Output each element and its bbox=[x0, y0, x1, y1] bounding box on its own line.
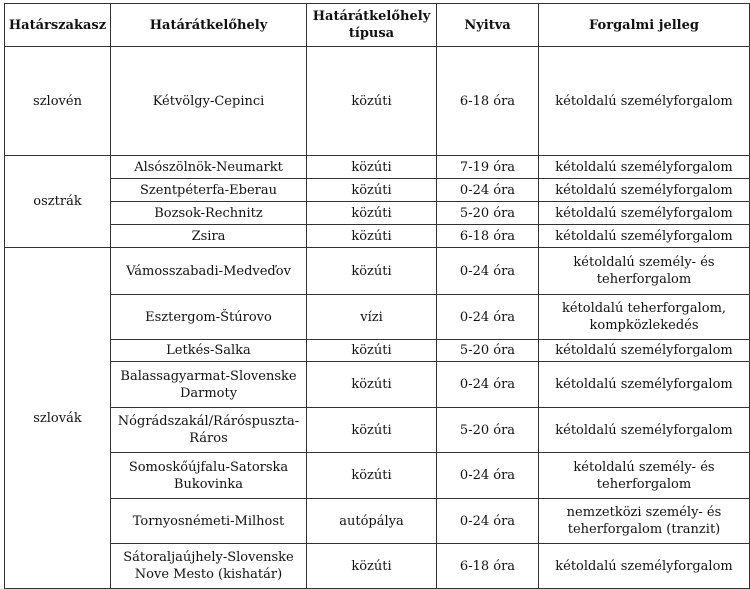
crossing-cell: Vámosszabadi-Medveďov bbox=[111, 248, 307, 295]
table-row bbox=[5, 295, 750, 340]
table-row bbox=[5, 156, 750, 179]
type-cell: közúti bbox=[307, 47, 437, 156]
table-row bbox=[5, 179, 750, 202]
traffic-cell: kétoldalú személy- és teherforgalom bbox=[539, 248, 750, 295]
type-cell: autópálya bbox=[307, 499, 437, 544]
traffic-cell: kétoldalú személyforgalom bbox=[539, 340, 750, 362]
type-cell: közúti bbox=[307, 544, 437, 589]
type-cell: közúti bbox=[307, 225, 437, 248]
open-cell: 6-18 óra bbox=[437, 225, 539, 248]
group-cell-austrian: osztrák bbox=[5, 156, 111, 248]
table-row bbox=[5, 47, 750, 156]
table-row bbox=[5, 340, 750, 362]
crossing-cell: Zsira bbox=[111, 225, 307, 248]
crossing-cell: Nógrádszakál/Ráróspuszta-Ráros bbox=[111, 408, 307, 453]
traffic-cell: kétoldalú személyforgalom bbox=[539, 408, 750, 453]
header-border-section: Határszakasz bbox=[5, 4, 111, 47]
table-row bbox=[5, 499, 750, 544]
traffic-cell: kétoldalú személyforgalom bbox=[539, 202, 750, 225]
border-crossings-table bbox=[4, 3, 750, 589]
traffic-cell: kétoldalú személyforgalom bbox=[539, 179, 750, 202]
header-crossing: Határátkelőhely bbox=[111, 4, 307, 47]
traffic-cell: kétoldalú személyforgalom bbox=[539, 156, 750, 179]
table-row bbox=[5, 544, 750, 589]
traffic-cell: kétoldalú személyforgalom bbox=[539, 544, 750, 589]
crossing-cell: Bozsok-Rechnitz bbox=[111, 202, 307, 225]
type-cell: közúti bbox=[307, 362, 437, 408]
open-cell: 5-20 óra bbox=[437, 202, 539, 225]
open-cell: 5-20 óra bbox=[437, 408, 539, 453]
type-cell: vízi bbox=[307, 295, 437, 340]
crossing-cell: Tornyosnémeti-Milhost bbox=[111, 499, 307, 544]
open-cell: 0-24 óra bbox=[437, 362, 539, 408]
open-cell: 0-24 óra bbox=[437, 179, 539, 202]
traffic-cell: kétoldalú személy- és teherforgalom bbox=[539, 453, 750, 499]
traffic-cell: kétoldalú teherforgalom, kompközlekedés bbox=[539, 295, 750, 340]
header-traffic-type: Forgalmi jelleg bbox=[539, 4, 750, 47]
table-row bbox=[5, 453, 750, 499]
type-cell: közúti bbox=[307, 408, 437, 453]
type-cell: közúti bbox=[307, 202, 437, 225]
group-cell-slovenian: szlovén bbox=[5, 47, 111, 156]
table-row bbox=[5, 362, 750, 408]
crossing-cell: Szentpéterfa-Eberau bbox=[111, 179, 307, 202]
traffic-cell: kétoldalú személyforgalom bbox=[539, 362, 750, 408]
crossing-cell: Somoskőújfalu-Satorska Bukovinka bbox=[111, 453, 307, 499]
traffic-cell: kétoldalú személyforgalom bbox=[539, 47, 750, 156]
crossing-cell: Sátoraljaújhely-Slovenske Nove Mesto (kishatár) bbox=[111, 544, 307, 589]
table-row bbox=[5, 248, 750, 295]
type-cell: közúti bbox=[307, 453, 437, 499]
crossing-cell: Letkés-Salka bbox=[111, 340, 307, 362]
crossing-cell: Alsószölnök-Neumarkt bbox=[111, 156, 307, 179]
type-cell: közúti bbox=[307, 340, 437, 362]
table-row bbox=[5, 225, 750, 248]
header-opening-hours: Nyitva bbox=[437, 4, 539, 47]
crossing-cell: Kétvölgy-Cepinci bbox=[111, 47, 307, 156]
group-cell-slovak: szlovák bbox=[5, 248, 111, 589]
open-cell: 5-20 óra bbox=[437, 340, 539, 362]
open-cell: 6-18 óra bbox=[437, 47, 539, 156]
traffic-cell: nemzetközi személy- és teherforgalom (tranzit) bbox=[539, 499, 750, 544]
table-row bbox=[5, 202, 750, 225]
open-cell: 0-24 óra bbox=[437, 295, 539, 340]
header-row bbox=[5, 4, 750, 47]
open-cell: 7-19 óra bbox=[437, 156, 539, 179]
traffic-cell: kétoldalú személyforgalom bbox=[539, 225, 750, 248]
open-cell: 0-24 óra bbox=[437, 453, 539, 499]
crossing-cell: Esztergom-Štúrovo bbox=[111, 295, 307, 340]
table-row bbox=[5, 408, 750, 453]
type-cell: közúti bbox=[307, 179, 437, 202]
type-cell: közúti bbox=[307, 156, 437, 179]
type-cell: közúti bbox=[307, 248, 437, 295]
header-crossing-type: Határátkelőhely típusa bbox=[307, 4, 437, 47]
open-cell: 0-24 óra bbox=[437, 499, 539, 544]
open-cell: 0-24 óra bbox=[437, 248, 539, 295]
crossing-cell: Balassagyarmat-Slovenske Darmoty bbox=[111, 362, 307, 408]
open-cell: 6-18 óra bbox=[437, 544, 539, 589]
